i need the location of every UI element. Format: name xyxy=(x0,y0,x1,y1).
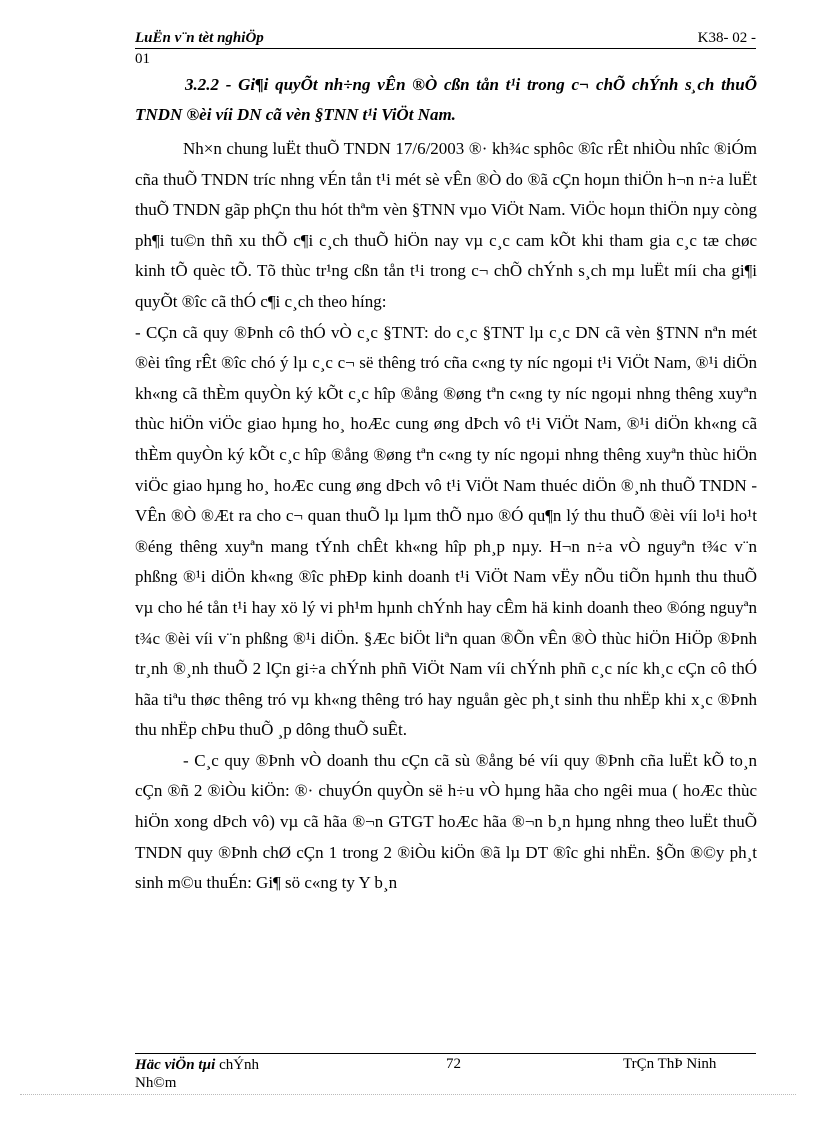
footer-institution-wrap: Nh©m xyxy=(135,1075,177,1091)
header-class-code-wrap: 01 xyxy=(135,51,150,67)
paragraph-revenue: - C¸c quy ®Þnh vÒ doanh thu cÇn cã sù ®ång bé víi quy ®Þnh cña luËt kÕ to¸n cÇn ®ñ 2 ®iÒu kiÖn: ®· chuyÓn quyÒn së h÷u vÒ hµng hãa cho ngêi mua ( hoÆc thùc hiÖn xong dÞch vô) vµ cã hãa ®¬n GTGT hoÆc hãa ®¬n b¸n hµng nhng theo luËt thuÕ TNDN quy ®Þnh chØ cÇn 1 trong 2 ®iÒu kiÖn ®ã lµ DT ®îc ghi nhËn. §Õn ®©y ph¸t sinh m©u thuÉn: Gi¶ sö c«ng ty Y b¸n xyxy=(135,750,757,893)
page-bottom-dotted-rule xyxy=(20,1094,796,1095)
header-thesis-label: LuËn v¨n tèt nghiÖp xyxy=(135,30,264,46)
footer-institution-bold: Häc viÖn tµi xyxy=(135,1057,216,1073)
page-number: 72 xyxy=(446,1056,461,1072)
header-rule xyxy=(135,48,756,49)
footer-author: TrÇn ThÞ Ninh xyxy=(623,1056,717,1072)
section-title: 3.2.2 - Gi¶i quyÕt nh÷ng vÊn ®Ò cßn tån t¹i trong c¬ chÕ chÝnh s¸ch thuÕ TNDN ®èi víi DN cã vèn §TNN t¹i ViÖt Nam. xyxy=(135,75,757,124)
header-class-code: K38- 02 - xyxy=(697,30,756,46)
paragraph-intro: Nh×n chung luËt thuÕ TNDN 17/6/2003 ®· kh¾c sphôc ®îc rÊt nhiÒu nhîc ®iÓm cña thuÕ TNDN tríc nhng vÉn tån t¹i mét sè vÊn ®Ò do ®ã cÇn hoµn thiÖn h¬n n÷a luËt thuÕ TNDN gãp phÇn thu hót thªm vèn §TNN vµo ViÖt Nam. ViÖc hoµn thiÖn nµy còng ph¶i tu©n thñ xu thÕ c¶i c¸ch thuÕ hiÖn nay vµ c¸c cam kÕt khi tham gia c¸c tæ chøc kinh tÕ quèc tÕ. Tõ thùc tr¹ng cßn tån t¹i trong c¬ chÕ chÝnh s¸ch mµ luËt míi cha gi¶i quyÕt ®îc cã thÓ c¶i c¸ch theo híng: xyxy=(135,139,757,311)
footer-institution-rest: chÝnh xyxy=(215,1057,260,1073)
footer-institution xyxy=(135,1056,295,1092)
footer-rule xyxy=(135,1053,756,1054)
page-body xyxy=(135,70,757,899)
paragraph-permanent-establishment: - CÇn cã quy ®Þnh cô thÓ vÒ c¸c §TNT: do c¸c §TNT lµ c¸c DN cã vèn §TNN nªn mét ®èi tîng rÊt ®îc chó ý lµ c¸c c¬ së thêng tró cña c«ng ty níc ngoµi t¹i ViÖt Nam, ®¹i diÖn kh«ng cã thÈm quyÒn ký kÕt c¸c hîp ®ång ®øng tªn c«ng ty níc ngoµi nhng thêng xuyªn thùc hiÖn viÖc giao hµng ho¸ hoÆc cung øng dÞch vô t¹i ViÖt Nam, ®¹i diÖn kh«ng cã thÈm quyÒn ký kÕt c¸c hîp ®ång ®øng tªn c«ng ty níc ngoµi nhng thêng xuyªn thùc hiÖn viÖc giao hµng ho¸ hoÆc cung øng dÞch vô t¹i ViÖt Nam thuéc diÖn ®¸nh thuÕ TNDN - VÊn ®Ò ®Æt ra cho c¬ quan thuÕ lµ lµm thÕ nµo ®Ó qu¶n lý thu thuÕ ®èi víi lo¹i ho¹t ®éng thêng xuyªn mang tÝnh chÊt kh«ng hîp ph¸p nµy. H¬n n÷a vÒ nguyªn t¾c v¨n phßng ®¹i diÖn kh«ng ®îc phÐp kinh doanh t¹i ViÖt Nam vËy nÕu tiÕn hµnh thu thuÕ vµ cho hé tån t¹i hay xö lý vi ph¹m hµnh chÝnh hay cÊm hä kinh doanh theo ®óng nguyªn t¾c ®èi víi v¨n phßng ®¹i diÖn. §Æc biÖt liªn quan ®Õn vÊn ®Ò thùc hiÖn HiÖp ®Þnh tr¸nh ®¸nh thuÕ 2 lÇn gi÷a chÝnh phñ ViÖt Nam víi chÝnh phñ c¸c níc kh¸c cÇn cô thÓ hãa tiªu thøc thêng tró vµ kh«ng thêng tró hay nguån gèc ph¸t sinh thu nhËp khi x¸c ®Þnh thu nhËp chÞu thuÕ ¸p dông thuÕ suÊt. xyxy=(135,322,757,740)
